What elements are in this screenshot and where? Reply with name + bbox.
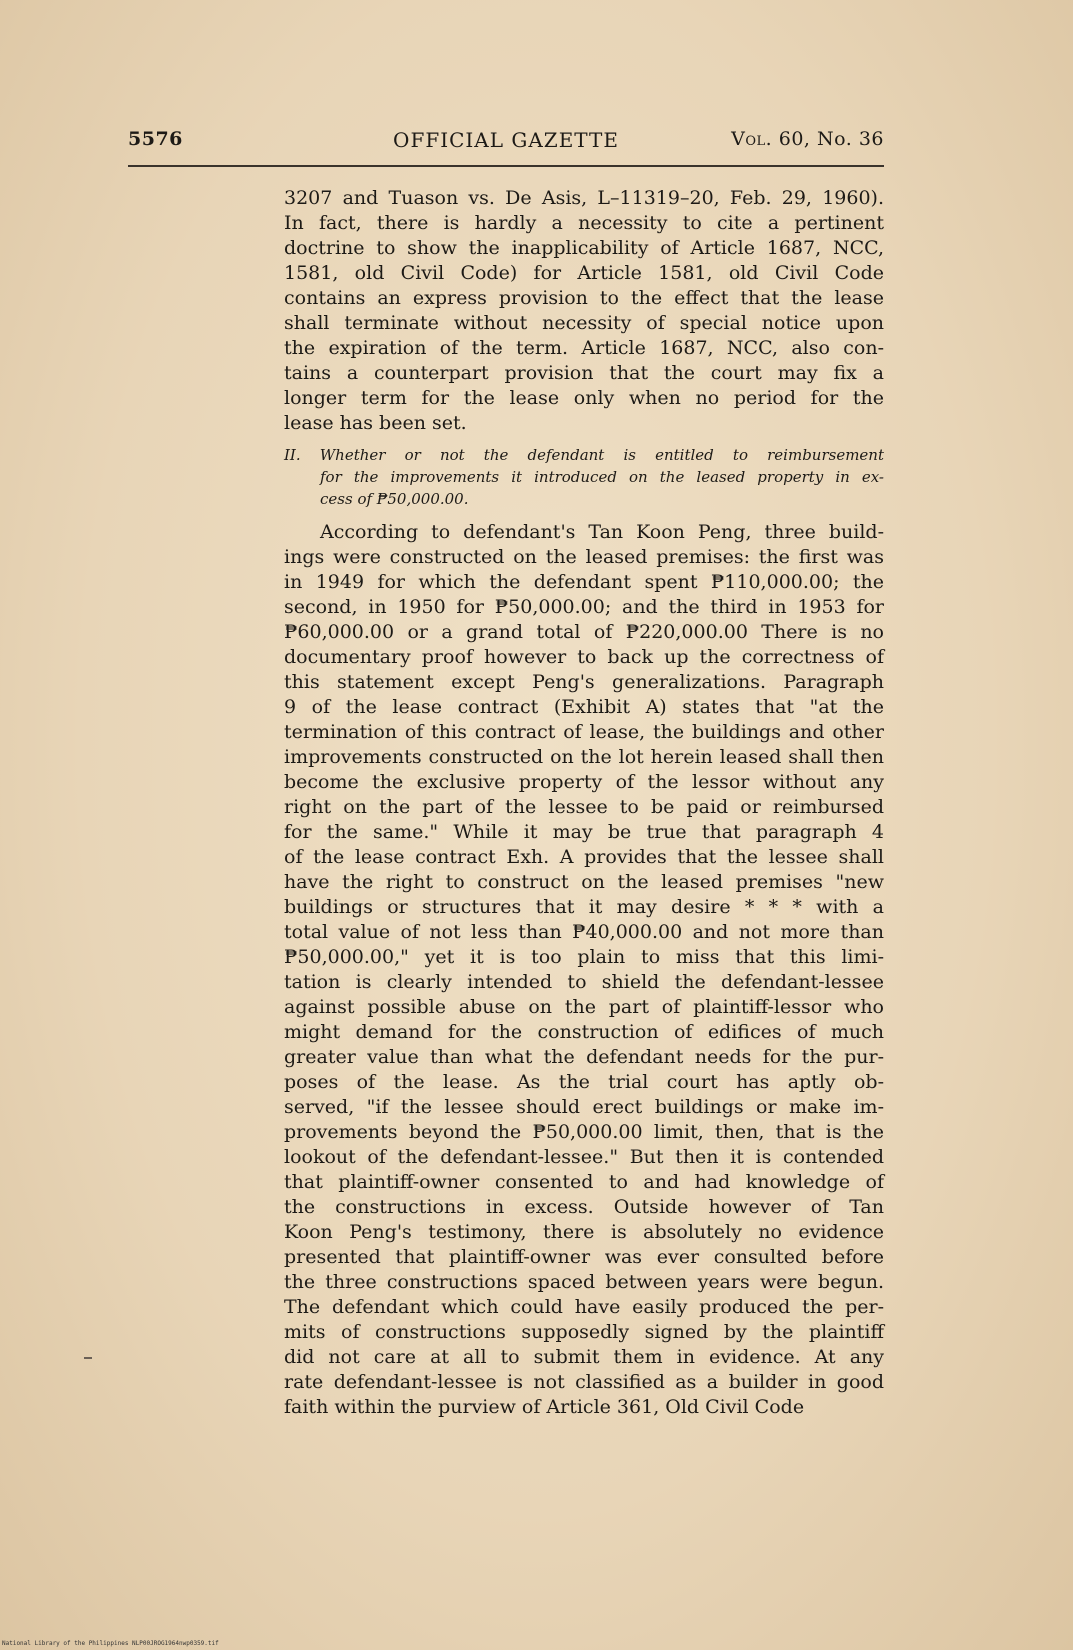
text-line: tains a counterpart provision that the court may fix a [284, 362, 884, 384]
text-line: tation is clearly intended to shield the defendant-lessee [284, 971, 884, 993]
text-line: Koon Peng's testimony, there is absolutely no evidence [284, 1221, 884, 1243]
text-line: rate defendant-lessee is not classified as a builder in good [284, 1371, 884, 1393]
text-line: ings were constructed on the leased premises: the first was [284, 546, 884, 568]
text-line: 1581, old Civil Code) for Article 1581, old Civil Code [284, 262, 884, 284]
page-number: 5576 [128, 128, 183, 150]
text-line: greater value than what the defendant needs for the pur- [284, 1046, 884, 1068]
text-line: right on the part of the lessee to be paid or reimbursed [284, 796, 884, 818]
text-line: the expiration of the term. Article 1687, NCC, also con- [284, 337, 884, 359]
scan-footer: National Library of the Philippines NLP00JROG1964nwp0359.tif [2, 1640, 219, 1647]
publication-title: OFFICIAL GAZETTE [393, 128, 619, 152]
text-line: 9 of the lease contract (Exhibit A) states that "at the [284, 696, 884, 718]
text-line: total value of not less than ₱40,000.00 and not more than [284, 921, 884, 943]
text-line: improvements constructed on the lot herein leased shall then [284, 746, 884, 768]
text-line: presented that plaintiff-owner was ever consulted before [284, 1246, 884, 1268]
text-line: lease has been set. [284, 412, 467, 434]
text-line: lookout of the defendant-lessee." But then it is contended [284, 1146, 884, 1168]
text-line: ₱60,000.00 or a grand total of ₱220,000.00 There is no [284, 621, 884, 643]
heading-line: cess of ₱50,000.00. [320, 490, 469, 508]
text-line: The defendant which could have easily produced the per- [284, 1296, 884, 1318]
text-line: ₱50,000.00," yet it is too plain to miss that this limi- [284, 946, 884, 968]
text-line: faith within the purview of Article 361, Old Civil Code [284, 1396, 805, 1418]
text-line: second, in 1950 for ₱50,000.00; and the third in 1953 for [284, 596, 884, 618]
volume-info [731, 128, 884, 150]
text-line: of the lease contract Exh. A provides that the lessee shall [284, 846, 884, 868]
volume-prefix: Vol. [731, 128, 773, 150]
text-line: contains an express provision to the effect that the lease [284, 287, 884, 309]
text-line: In fact, there is hardly a necessity to cite a pertinent [284, 212, 884, 234]
text-line: buildings or structures that it may desire * * * with a [284, 896, 884, 918]
text-line: poses of the lease. As the trial court has aptly ob- [284, 1071, 884, 1093]
section-heading [284, 444, 884, 510]
text-line: doctrine to show the inapplicability of Article 1687, NCC, [284, 237, 884, 259]
text-line: that plaintiff-owner consented to and had knowledge of [284, 1171, 884, 1193]
heading-line: II. Whether or not the defendant is entitled to reimbursement [284, 446, 884, 464]
text-line: mits of constructions supposedly signed by the plaintiff [284, 1321, 884, 1343]
text-line: for the same." While it may be true that paragraph 4 [284, 821, 884, 843]
text-line: the constructions in excess. Outside however of Tan [284, 1196, 884, 1218]
text-line: documentary proof however to back up the correctness of [284, 646, 884, 668]
text-line: this statement except Peng's generalizations. Paragraph [284, 671, 884, 693]
paragraph-2 [284, 520, 884, 1420]
text-line: against possible abuse on the part of plaintiff-lessor who [284, 996, 884, 1018]
page-header [128, 128, 884, 160]
text-line: 3207 and Tuason vs. De Asis, L–11319–20, Feb. 29, 1960). [284, 187, 884, 209]
text-line: provements beyond the ₱50,000.00 limit, then, that is the [284, 1121, 884, 1143]
heading-line: for the improvements it introduced on the leased property in ex- [320, 468, 884, 486]
text-line: have the right to construct on the leased premises "new [284, 871, 884, 893]
text-line: termination of this contract of lease, the buildings and other [284, 721, 884, 743]
text-line: did not care at all to submit them in evidence. At any [284, 1346, 884, 1368]
text-line: longer term for the lease only when no period for the [284, 387, 884, 409]
text-line: According to defendant's Tan Koon Peng, three build- [320, 521, 884, 543]
header-rule [128, 165, 884, 167]
paragraph-1 [284, 186, 884, 436]
text-line: served, "if the lessee should erect buildings or make im- [284, 1096, 884, 1118]
text-line: the three constructions spaced between years were begun. [284, 1271, 884, 1293]
volume-number: 60, No. 36 [772, 128, 884, 150]
text-line: shall terminate without necessity of special notice upon [284, 312, 884, 334]
text-column [284, 186, 884, 1420]
text-line: become the exclusive property of the lessor without any [284, 771, 884, 793]
text-line: might demand for the construction of edifices of much [284, 1021, 884, 1043]
text-line: in 1949 for which the defendant spent ₱110,000.00; the [284, 571, 884, 593]
page-mark [84, 1357, 92, 1359]
